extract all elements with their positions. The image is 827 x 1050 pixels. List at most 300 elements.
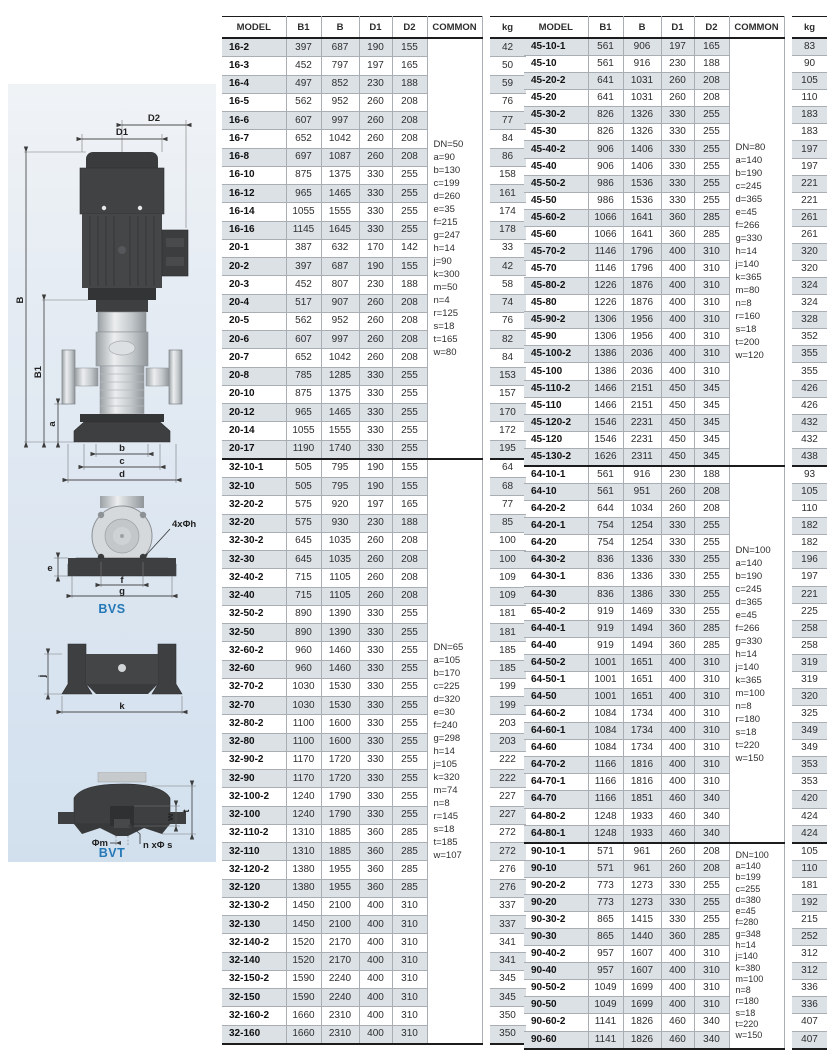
value-cell: 310	[392, 970, 427, 988]
common-dimension-line: j=105	[434, 758, 482, 771]
value-cell: 1226	[588, 295, 623, 312]
common-dimension-line: h=14	[736, 245, 784, 258]
value-cell: 1326	[623, 124, 661, 141]
model-cell: 90-60	[524, 1031, 588, 1049]
value-cell: 310	[392, 1007, 427, 1025]
value-cell: 400	[661, 757, 694, 774]
value-cell: 255	[392, 733, 427, 751]
common-dimension-line: n=8	[736, 700, 784, 713]
model-cell: 64-20-2	[524, 501, 588, 518]
kg-cell: 181	[792, 877, 827, 894]
kg-row	[490, 185, 526, 203]
value-cell: 400	[661, 706, 694, 723]
kg-row	[490, 112, 526, 130]
value-cell: 1306	[588, 329, 623, 346]
common-dimension-line: c=199	[434, 177, 482, 190]
model-cell: 45-70-2	[524, 243, 588, 260]
value-cell: 340	[694, 808, 729, 825]
model-cell: 16-8	[222, 148, 286, 166]
kg-cell: 337	[490, 916, 526, 934]
model-cell: 64-60-1	[524, 723, 588, 740]
value-cell: 961	[623, 860, 661, 877]
table-row	[524, 843, 784, 861]
kg-cell: 426	[792, 397, 827, 414]
value-cell: 807	[321, 276, 359, 294]
value-cell: 230	[359, 75, 392, 93]
value-cell: 1326	[623, 107, 661, 124]
model-cell: 16-12	[222, 185, 286, 203]
value-cell: 852	[321, 75, 359, 93]
kg-row	[490, 203, 526, 221]
value-cell: 561	[588, 484, 623, 501]
model-cell: 16-14	[222, 203, 286, 221]
kg-row	[490, 569, 526, 587]
value-cell: 330	[661, 192, 694, 209]
value-cell: 997	[321, 112, 359, 130]
value-cell: 360	[359, 861, 392, 879]
value-cell: 1049	[588, 997, 623, 1014]
model-cell: 20-4	[222, 294, 286, 312]
kg-cell: 105	[792, 843, 827, 861]
kg-cell: 197	[792, 141, 827, 158]
value-cell: 1600	[321, 715, 359, 733]
common-dimension-line: h=14	[434, 745, 482, 758]
value-cell: 645	[286, 532, 321, 550]
kg-row	[490, 331, 526, 349]
value-cell: 1001	[588, 654, 623, 671]
kg-cell: 199	[490, 697, 526, 715]
value-cell: 715	[286, 587, 321, 605]
kg-cell: 110	[792, 860, 827, 877]
dimension-table-right	[524, 16, 827, 1050]
value-cell: 397	[286, 258, 321, 276]
kg-cell: 183	[792, 124, 827, 141]
value-cell: 310	[392, 1025, 427, 1044]
value-cell: 795	[321, 478, 359, 496]
value-cell: 1087	[321, 148, 359, 166]
value-cell: 255	[392, 385, 427, 403]
kg-cell: 324	[792, 295, 827, 312]
value-cell: 1310	[286, 824, 321, 842]
kg-cell: 252	[792, 929, 827, 946]
value-cell: 260	[359, 93, 392, 111]
kg-cell: 105	[792, 73, 827, 90]
kg-row	[490, 38, 526, 57]
kg-row	[792, 73, 827, 90]
value-cell: 906	[588, 141, 623, 158]
common-dimension-line: j=140	[736, 951, 784, 962]
value-cell: 1660	[286, 1007, 321, 1025]
value-cell: 1084	[588, 706, 623, 723]
common-dimension-line: t=185	[434, 836, 482, 849]
value-cell: 310	[694, 671, 729, 688]
kg-cell: 100	[490, 551, 526, 569]
value-cell: 1240	[286, 788, 321, 806]
value-cell: 208	[392, 93, 427, 111]
kg-cell: 76	[490, 93, 526, 111]
value-cell: 2170	[321, 934, 359, 952]
kg-row	[490, 989, 526, 1007]
value-cell: 1166	[588, 774, 623, 791]
kg-cell: 185	[490, 660, 526, 678]
value-cell: 452	[286, 276, 321, 294]
common-dimension-line: m=100	[736, 687, 784, 700]
kg-cell: 353	[792, 757, 827, 774]
value-cell: 2240	[321, 970, 359, 988]
value-cell: 575	[286, 496, 321, 514]
value-cell: 826	[588, 107, 623, 124]
kg-row	[490, 934, 526, 952]
common-dimension-line: k=300	[434, 268, 482, 281]
dim-label-f: f	[120, 575, 124, 586]
value-cell: 330	[359, 806, 392, 824]
value-cell: 1734	[623, 723, 661, 740]
value-cell: 400	[661, 740, 694, 757]
common-dimensions-cell	[427, 38, 482, 459]
value-cell: 255	[392, 806, 427, 824]
kg-row	[792, 226, 827, 243]
value-cell: 1660	[286, 1025, 321, 1044]
kg-cell: 227	[490, 788, 526, 806]
value-cell: 400	[661, 346, 694, 363]
kg-row	[490, 532, 526, 550]
value-cell: 1042	[321, 349, 359, 367]
col-header-b1: B1	[286, 17, 321, 39]
value-cell: 961	[623, 843, 661, 861]
kg-cell: 153	[490, 367, 526, 385]
value-cell: 260	[359, 569, 392, 587]
value-cell: 400	[661, 261, 694, 278]
common-dimension-line: DN=65	[434, 641, 482, 654]
value-cell: 1146	[588, 243, 623, 260]
model-cell: 32-20	[222, 514, 286, 532]
kg-row	[792, 90, 827, 107]
model-cell: 20-3	[222, 276, 286, 294]
common-dimension-line: g=330	[736, 232, 784, 245]
value-cell: 400	[661, 963, 694, 980]
value-cell: 197	[661, 38, 694, 56]
kg-row	[490, 642, 526, 660]
value-cell: 260	[359, 587, 392, 605]
kg-row	[490, 294, 526, 312]
common-dimension-line: DN=80	[736, 141, 784, 154]
value-cell: 255	[694, 192, 729, 209]
value-cell: 1055	[286, 203, 321, 221]
col-header-d2: D2	[694, 17, 729, 39]
value-cell: 865	[588, 911, 623, 928]
value-cell: 1651	[623, 688, 661, 705]
dim-label-a: a	[47, 421, 58, 427]
kg-cell: 195	[490, 440, 526, 459]
model-cell: 45-10-1	[524, 38, 588, 56]
kg-cell: 170	[490, 404, 526, 422]
kg-cell: 432	[792, 414, 827, 431]
kg-row	[792, 209, 827, 226]
value-cell: 795	[321, 459, 359, 478]
kg-cell: 178	[490, 221, 526, 239]
value-cell: 916	[623, 466, 661, 484]
kg-cell: 197	[792, 569, 827, 586]
value-cell: 907	[321, 294, 359, 312]
model-cell: 45-60-2	[524, 209, 588, 226]
model-cell: 90-30	[524, 929, 588, 946]
value-cell: 345	[694, 448, 729, 466]
common-dimension-line: t=220	[736, 739, 784, 752]
common-dimension-line: b=190	[736, 570, 784, 583]
value-cell: 1734	[623, 706, 661, 723]
value-cell: 330	[661, 552, 694, 569]
value-cell: 400	[661, 243, 694, 260]
value-cell: 1273	[623, 894, 661, 911]
kg-row	[490, 605, 526, 623]
value-cell: 965	[286, 185, 321, 203]
kg-row	[490, 897, 526, 915]
value-cell: 400	[661, 363, 694, 380]
value-cell: 1034	[623, 501, 661, 518]
kg-cell: 328	[792, 312, 827, 329]
value-cell: 345	[694, 431, 729, 448]
kg-cell: 341	[490, 934, 526, 952]
value-cell: 1885	[321, 824, 359, 842]
common-dimension-line: f=266	[736, 219, 784, 232]
value-cell: 1851	[623, 791, 661, 808]
common-dimensions-cell	[427, 459, 482, 1044]
value-cell: 400	[359, 952, 392, 970]
kg-row	[792, 431, 827, 448]
value-cell: 260	[661, 484, 694, 501]
model-cell: 20-14	[222, 422, 286, 440]
kg-cell: 272	[490, 824, 526, 842]
kg-cell: 105	[792, 484, 827, 501]
value-cell: 310	[694, 312, 729, 329]
common-dimension-line: d=320	[434, 693, 482, 706]
value-cell: 230	[661, 466, 694, 484]
model-cell: 64-30-2	[524, 552, 588, 569]
value-cell: 400	[661, 946, 694, 963]
value-cell: 1699	[623, 980, 661, 997]
value-cell: 330	[359, 624, 392, 642]
common-dimension-line: s=18	[434, 320, 482, 333]
value-cell: 260	[359, 112, 392, 130]
model-cell: 45-120	[524, 431, 588, 448]
value-cell: 1248	[588, 825, 623, 843]
value-cell: 310	[694, 261, 729, 278]
value-cell: 562	[286, 312, 321, 330]
kg-cell: 420	[792, 791, 827, 808]
value-cell: 460	[661, 1014, 694, 1031]
model-cell: 90-30-2	[524, 911, 588, 928]
common-dimension-line: n=4	[434, 294, 482, 307]
value-cell: 497	[286, 75, 321, 93]
value-cell: 360	[359, 879, 392, 897]
value-cell: 208	[392, 587, 427, 605]
value-cell: 1105	[321, 569, 359, 587]
value-cell: 330	[359, 605, 392, 623]
common-dimension-line: h=14	[736, 648, 784, 661]
kg-row	[792, 1014, 827, 1031]
value-cell: 1816	[623, 774, 661, 791]
kg-row	[792, 552, 827, 569]
value-cell: 2310	[321, 1025, 359, 1044]
value-cell: 1955	[321, 861, 359, 879]
value-cell: 400	[661, 671, 694, 688]
value-cell: 165	[694, 38, 729, 56]
value-cell: 1390	[321, 605, 359, 623]
model-cell: 20-8	[222, 367, 286, 385]
value-cell: 2231	[623, 414, 661, 431]
value-cell: 397	[286, 38, 321, 57]
pump-front-view-drawing	[12, 110, 212, 502]
value-cell: 1066	[588, 226, 623, 243]
kg-row	[792, 261, 827, 278]
common-dimension-line: DN=100	[736, 850, 784, 861]
model-cell: 32-150-2	[222, 970, 286, 988]
value-cell: 571	[588, 860, 623, 877]
model-cell: 32-40	[222, 587, 286, 605]
col-header-model: MODEL	[524, 17, 588, 39]
model-cell: 45-20	[524, 90, 588, 107]
value-cell: 255	[392, 166, 427, 184]
kg-cell: 203	[490, 733, 526, 751]
kg-cell: 109	[490, 587, 526, 605]
common-dimensions-cell	[729, 38, 784, 466]
model-cell: 45-90	[524, 329, 588, 346]
value-cell: 1386	[588, 363, 623, 380]
model-cell: 16-6	[222, 112, 286, 130]
kg-cell: 352	[792, 329, 827, 346]
value-cell: 1001	[588, 671, 623, 688]
dim-label-phi-m: Φm	[92, 838, 108, 849]
value-cell: 1406	[623, 141, 661, 158]
table-row	[524, 466, 784, 484]
value-cell: 330	[359, 642, 392, 660]
model-cell: 64-10-1	[524, 466, 588, 484]
kg-cell: 174	[490, 203, 526, 221]
model-cell: 64-60	[524, 740, 588, 757]
kg-cell: 181	[490, 624, 526, 642]
value-cell: 1100	[286, 733, 321, 751]
model-cell: 20-1	[222, 239, 286, 257]
value-cell: 255	[694, 569, 729, 586]
value-cell: 260	[359, 551, 392, 569]
value-cell: 1170	[286, 770, 321, 788]
common-dimension-line: j=140	[736, 258, 784, 271]
table-row	[222, 459, 482, 478]
model-cell: 64-20-1	[524, 518, 588, 535]
value-cell: 330	[359, 678, 392, 696]
model-cell: 45-100-2	[524, 346, 588, 363]
kg-row	[792, 1031, 827, 1049]
kg-cell: 424	[792, 825, 827, 843]
common-dimension-line: e=45	[736, 906, 784, 917]
kg-cell: 59	[490, 75, 526, 93]
value-cell: 170	[359, 239, 392, 257]
common-dimension-line: b=130	[434, 164, 482, 177]
value-cell: 890	[286, 605, 321, 623]
kg-cell: 222	[490, 770, 526, 788]
model-cell: 16-10	[222, 166, 286, 184]
common-dimension-line: r=180	[736, 713, 784, 726]
value-cell: 310	[694, 997, 729, 1014]
value-cell: 1375	[321, 385, 359, 403]
common-dimension-line: d=260	[434, 190, 482, 203]
value-cell: 310	[694, 278, 729, 295]
model-cell: 90-60-2	[524, 1014, 588, 1031]
value-cell: 460	[661, 791, 694, 808]
kg-cell: 221	[792, 175, 827, 192]
value-cell: 340	[694, 1031, 729, 1049]
model-cell: 64-70	[524, 791, 588, 808]
value-cell: 400	[661, 278, 694, 295]
value-cell: 340	[694, 791, 729, 808]
model-cell: 32-30	[222, 551, 286, 569]
value-cell: 285	[392, 843, 427, 861]
kg-row	[792, 414, 827, 431]
kg-row	[490, 385, 526, 403]
value-cell: 1885	[321, 843, 359, 861]
kg-row	[792, 346, 827, 363]
value-cell: 188	[392, 276, 427, 294]
value-cell: 197	[359, 57, 392, 75]
common-dimension-line: a=140	[736, 557, 784, 570]
kg-cell: 350	[490, 1007, 526, 1025]
common-dimension-line: w=150	[736, 752, 784, 765]
model-cell: 45-60	[524, 226, 588, 243]
value-cell: 986	[588, 192, 623, 209]
value-cell: 285	[694, 637, 729, 654]
value-cell: 1285	[321, 367, 359, 385]
value-cell: 400	[359, 970, 392, 988]
common-dimension-line: f=266	[736, 622, 784, 635]
value-cell: 230	[359, 276, 392, 294]
common-dimension-line: t=220	[736, 1019, 784, 1030]
model-cell: 45-70	[524, 261, 588, 278]
kg-row	[792, 637, 827, 654]
kg-row	[792, 243, 827, 260]
common-dimension-line: t=200	[736, 336, 784, 349]
kg-row	[490, 697, 526, 715]
value-cell: 188	[392, 75, 427, 93]
value-cell: 330	[359, 440, 392, 459]
common-dimension-line: e=45	[736, 609, 784, 622]
common-dimension-line: r=160	[736, 310, 784, 323]
common-dimension-line: e=45	[736, 206, 784, 219]
kg-row	[490, 148, 526, 166]
model-cell: 20-7	[222, 349, 286, 367]
kg-row	[490, 440, 526, 459]
value-cell: 255	[694, 586, 729, 603]
value-cell: 400	[661, 980, 694, 997]
kg-cell: 84	[490, 349, 526, 367]
kg-row	[490, 806, 526, 824]
common-dimension-line: k=380	[736, 963, 784, 974]
kg-row	[490, 788, 526, 806]
kg-cell: 50	[490, 57, 526, 75]
model-cell: 32-160	[222, 1025, 286, 1044]
value-cell: 340	[694, 825, 729, 843]
value-cell: 960	[286, 642, 321, 660]
model-cell: 20-10	[222, 385, 286, 403]
kg-cell: 320	[792, 261, 827, 278]
value-cell: 1386	[623, 586, 661, 603]
value-cell: 255	[694, 535, 729, 552]
common-dimension-line: n=8	[434, 797, 482, 810]
value-cell: 1720	[321, 770, 359, 788]
value-cell: 1626	[588, 448, 623, 466]
value-cell: 255	[392, 605, 427, 623]
value-cell: 255	[392, 678, 427, 696]
value-cell: 1042	[321, 130, 359, 148]
